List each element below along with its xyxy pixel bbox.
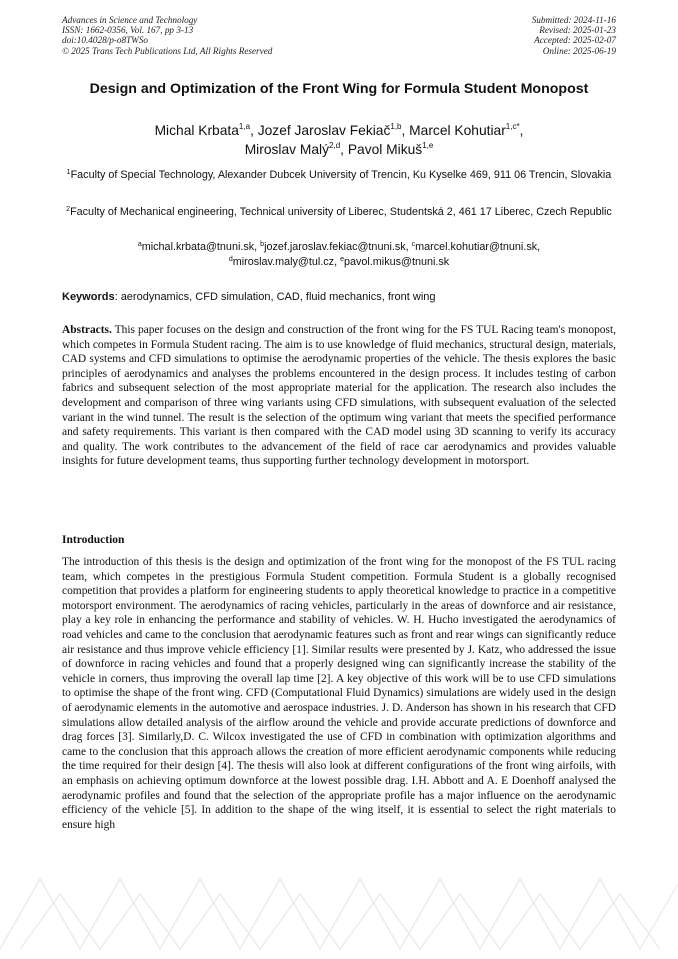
date-accepted: Accepted: 2025-02-07 bbox=[534, 35, 616, 46]
email-mark: c bbox=[411, 241, 416, 248]
abstract-text: This paper focuses on the design and construction of the front wing for the FS TUL Racing team's monopost, which competes in Formula Student racing. The aim is to use knowledge of fluid mechanics, structural design, materials, CAD systems and CFD simulations to optimise the aerodynamic properties of the vehicle. The thesis explores the basic principles of aerodynamics and analyses the problems encountered in the design process. It includes testing of carbon fabrics and subsequent selection of the most appropriate material for the application. The research also includes the development and comparison of three wing variants using CFD simulations, with subsequent evaluation of the selected variant in the wind tunnel. The result is the selection of the optimum wing variant that meets the specified performance and safety requirements. This variant is then compared with the CAD model using 3D scanning to verify its accuracy and quality. The work contributes to the advancement of the field of race car aerodynamics and provides valuable insights for future development teams, thus supporting further technology development in motorsport. bbox=[62, 324, 616, 468]
author-separator: , bbox=[401, 123, 410, 138]
author-name: Jozef Jaroslav Fekiač bbox=[257, 123, 391, 138]
email-mark: b bbox=[260, 241, 265, 248]
author-name: Miroslav Malý bbox=[244, 142, 330, 157]
email-separator: , bbox=[537, 241, 541, 253]
date-revised: Revised: 2025-01-23 bbox=[539, 25, 616, 36]
abstract bbox=[62, 323, 616, 469]
journal-name: Advances in Science and Technology bbox=[62, 15, 198, 25]
email-separator: , bbox=[254, 241, 261, 253]
email-mark: a bbox=[137, 241, 142, 248]
author-separator: , bbox=[250, 123, 258, 138]
paper-title: Design and Optimization of the Front Wing for Formula Student Monopost bbox=[89, 81, 589, 97]
author-name: Michal Krbata bbox=[154, 123, 239, 138]
affiliation-1 bbox=[62, 168, 616, 183]
email-list bbox=[62, 240, 616, 269]
journal-info bbox=[62, 15, 272, 56]
email-link[interactable]: marcel.kohutiar@tnuni.sk bbox=[415, 241, 538, 253]
introduction-heading: Introduction bbox=[62, 534, 125, 546]
email-link[interactable]: pavol.mikus@tnuni.sk bbox=[343, 255, 450, 268]
abstract-label: Abstracts. bbox=[62, 324, 112, 336]
author-affiliation-mark: 2,d bbox=[329, 141, 341, 150]
keywords bbox=[62, 290, 616, 304]
email-link[interactable]: miroslav.maly@tul.cz bbox=[232, 255, 335, 268]
author-name: Marcel Kohutiar bbox=[409, 123, 506, 138]
date-submitted: Submitted: 2024-11-16 bbox=[531, 15, 616, 25]
author-separator: , bbox=[519, 123, 524, 138]
keywords-label: Keywords bbox=[62, 291, 115, 303]
author-name: Pavol Mikuš bbox=[347, 142, 423, 157]
background-watermark-pattern bbox=[0, 839, 678, 959]
affiliation-text: Faculty of Mechanical engineering, Technical university of Liberec, Studentská 2, 461 17 Liberec, Czech Republic bbox=[70, 206, 612, 218]
date-online: Online: 2025-06-19 bbox=[542, 45, 616, 56]
article-dates bbox=[532, 15, 616, 56]
author-affiliation-mark: 1,a bbox=[238, 122, 251, 131]
author-affiliation-mark: 1,b bbox=[390, 122, 402, 131]
author-affiliation-mark: 1,c* bbox=[505, 122, 520, 131]
journal-issn: ISSN: 1662-0356, Vol. 167, pp 3-13 bbox=[62, 25, 194, 36]
affiliation-text: Faculty of Special Technology, Alexander Dubcek University of Trencin, Ku Kyselke 469, 911 06 Trencin, Slovakia bbox=[70, 169, 612, 181]
affiliation-2 bbox=[62, 205, 616, 220]
journal-header bbox=[62, 15, 616, 56]
affiliation-number: 1 bbox=[66, 169, 71, 176]
introduction-body: The introduction of this thesis is the design and optimization of the front wing for the monopost of the FS TUL racing team, which competes in the prestigious Formula Student competition. Formula Student is a globally recognised competition that provides a platform for engineering students to apply theoretical knowledge to practice in a competitive motorsport environment. The aerodynamics of racing vehicles, particularly in the areas of downforce and air resistance, play a key role in enhancing the performance and stability of vehicles. W. H. Hucho investigated the aerodynamics of road vehicles and came to the conclusion that aerodynamic features such as front and rear wings can significantly reduce air resistance and thus improve vehicle efficiency [1]. Similar results were presented by J. Katz, who addressed the issue of downforce in racing vehicles and found that a properly designed wing can significantly increase the stability of the vehicle in corners, thus improving the overall lap time [2]. A key objective of this work will be to use CFD simulations to optimise the shape of the front wing. CFD (Computational Fluid Dynamics) simulations are widely used in the design of aerodynamic elements in the automotive and aerospace industries. J. D. Anderson has shown in his research that CFD simulations allow detailed analysis of the airflow around the vehicle and provide accurate predictions of downforce and drag forces [3]. Similarly,D. C. Wilcox investigated the use of CFD in combination with optimization algorithms and came to the conclusion that this approach allows the creation of more efficient aerodynamic components while reducing the time required for their design [4]. The thesis will also look at different configurations of the front wing airfoils, with an emphasis on achieving optimum downforce at the lowest possible drag. I.H. Abbott and A. E Doenhoff analysed the aerodynamic profiles and found that the selection of the appropriate profile has a major influence on the aerodynamic efficiency of the vehicle [5]. In addition to the shape of the wing itself, it is essential to select the right materials to ensure high bbox=[62, 556, 616, 831]
email-mark: e bbox=[340, 255, 344, 263]
affiliation-number: 2 bbox=[66, 206, 71, 213]
journal-doi[interactable]: doi:10.4028/p-o8TWSo bbox=[62, 35, 149, 46]
author-separator: , bbox=[340, 142, 348, 157]
email-link[interactable]: michal.krbata@tnuni.sk bbox=[141, 241, 255, 253]
journal-copyright: © 2025 Trans Tech Publications Ltd, All Rights Reserved bbox=[62, 45, 273, 56]
email-mark: d bbox=[228, 255, 233, 263]
author-affiliation-mark: 1,e bbox=[422, 141, 434, 150]
email-separator: , bbox=[334, 255, 341, 268]
email-link[interactable]: jozef.jaroslav.fekiac@tnuni.sk bbox=[264, 241, 406, 253]
email-separator: , bbox=[405, 241, 412, 253]
author-list bbox=[70, 121, 608, 159]
keywords-text: : aerodynamics, CFD simulation, CAD, fluid mechanics, front wing bbox=[114, 291, 436, 303]
